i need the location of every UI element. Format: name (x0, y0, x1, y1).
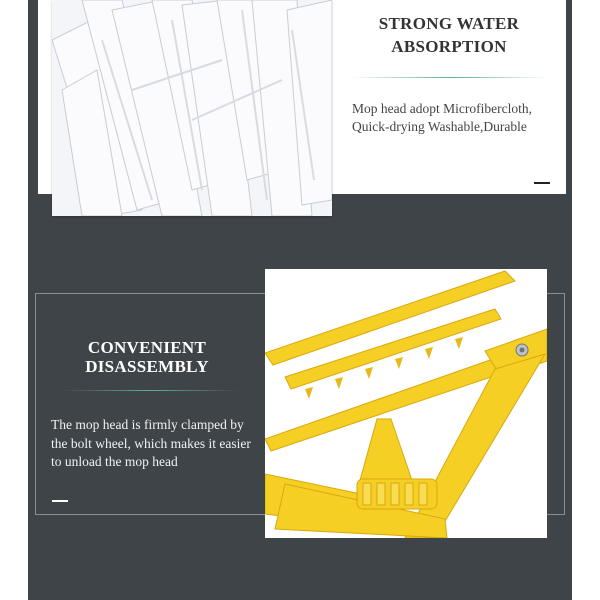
title-divider (62, 390, 240, 391)
title-divider (352, 77, 548, 78)
feature-description: The mop head is firmly clamped by the bolt wheel, which makes it easier to unload the mop head (51, 417, 251, 469)
feature-description: Mop head adopt Microfibercloth, Quick-drying Washable,Durable (352, 101, 532, 134)
mop-head-photo (52, 0, 332, 216)
feature-title: STRONG WATER ABSORPTION (378, 14, 520, 56)
dash-decoration (52, 500, 68, 502)
feature-title: CONVENIENT DISASSEMBLY (85, 338, 209, 376)
mop-clamp-photo (265, 269, 547, 538)
dash-decoration (534, 182, 550, 184)
